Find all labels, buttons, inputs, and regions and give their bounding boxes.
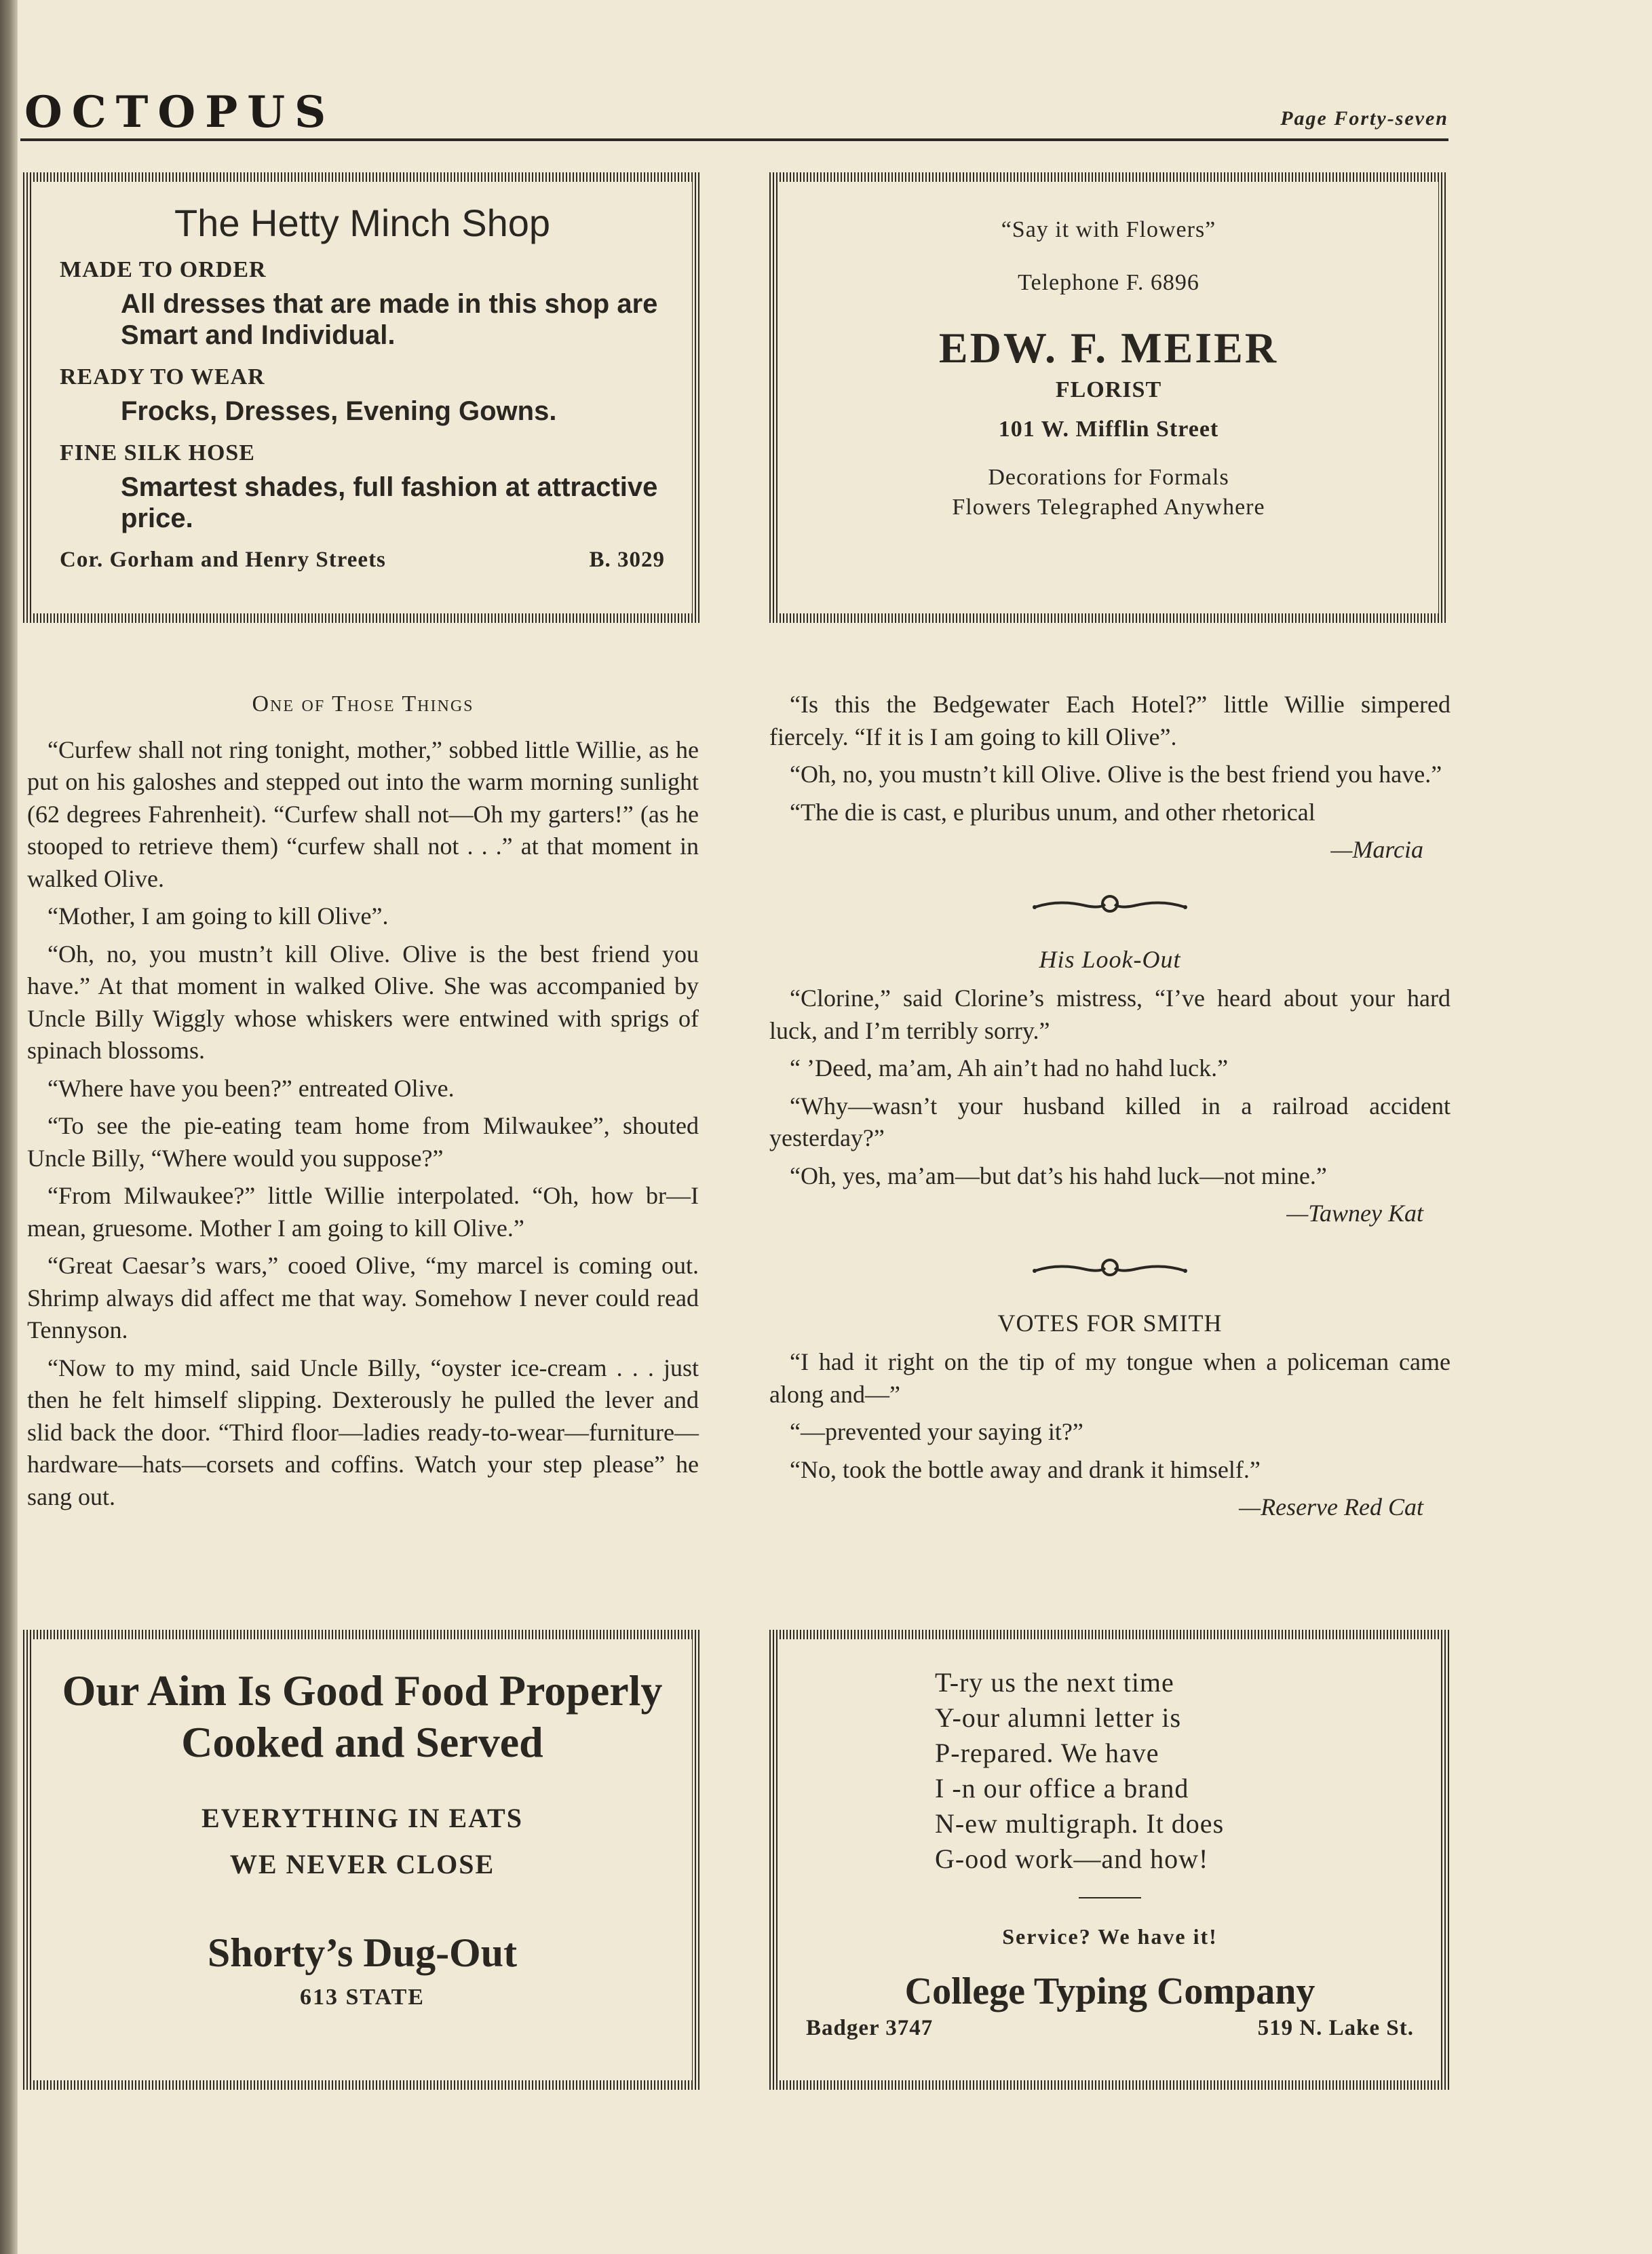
signature: —Marcia [1330,836,1423,863]
section-title: VOTES FOR SMITH [997,1309,1223,1337]
page-number: Page Forty-seven [1280,107,1448,130]
divider [1079,1897,1141,1898]
scroll-ornament-icon [1032,894,1188,917]
ad-telephone: Telephone F. 6896 [1018,270,1199,295]
ad-hetty-minch [23,172,702,623]
section-body: All dresses that are made in this shop are Smart and Individual. [121,289,658,350]
binding-spine [0,0,18,2254]
paragraph: “Clorine,” said Clorine’s mistress, “I’ve heard about your hard luck, and I’m terribly sorry.” [769,985,1451,1044]
ad-name: EDW. F. MEIER [938,324,1279,372]
paragraph: “Why—wasn’t your husband killed in a railroad accident yesterday?” [769,1092,1451,1151]
signature: —Tawney Kat [1286,1200,1423,1227]
acrostic-line: I -n our office a brand [935,1773,1189,1803]
paragraph: “Curfew shall not ring tonight, mother,” sobbed little Willie, as he put on his galoshes and stepped out into the warm morning sunlight (62 degrees Fahrenheit). “Curfew shall not—Oh my garters!” (as he stooped to retrieve them) “curfew shall not . . .” at that moment in walked Olive. [27,736,699,892]
ad-service: Service? We have it! [1002,1924,1218,1949]
paragraph: “To see the pie-eating team home from Milwaukee”, shouted Uncle Billy, “Where would you suppose?” [27,1112,699,1172]
paragraph: “Where have you been?” entreated Olive. [47,1074,455,1102]
ad-edw-meier [769,172,1448,623]
ad-line: Decorations for Formals [988,465,1229,490]
paragraph: “No, took the bottle away and drank it himself.” [790,1455,1261,1483]
section-body: Smartest shades, full fashion at attractive price. [121,472,658,533]
ad-line: WE NEVER CLOSE [229,1849,495,1879]
paragraph: “Mother, I am going to kill Olive”. [47,902,389,930]
paragraph: “From Milwaukee?” little Willie interpolated. “Oh, how br—I mean, gruesome. Mother I am going to kill Olive.” [27,1182,699,1242]
scroll-ornament-icon [1032,1257,1188,1280]
masthead: OCTOPUS [24,87,336,138]
section-heading: MADE TO ORDER [60,257,267,282]
paragraph: “Oh, yes, ma’am—but dat’s his hahd luck—not mine.” [790,1162,1327,1189]
ad-phone: Badger 3747 [806,2016,934,2040]
acrostic-line: P-repared. We have [935,1738,1159,1768]
section-heading: READY TO WEAR [60,364,265,389]
ad-address: 613 STATE [300,1985,425,2010]
ad-footer [60,548,665,573]
ad-line: Flowers Telegraphed Anywhere [952,495,1265,520]
paragraph: “—prevented your saying it?” [790,1418,1083,1445]
acrostic-line: T-ry us the next time [935,1667,1174,1698]
left-column [27,685,699,1518]
ad-trade: FLORIST [1055,377,1162,402]
header-rule [20,138,1448,141]
section-body: Frocks, Dresses, Evening Gowns. [121,396,557,426]
signature: —Reserve Red Cat [1239,1493,1423,1521]
ad-footer [806,2016,1414,2041]
paragraph: “ ’Deed, ma’am, Ah ain’t had no hahd luck.” [790,1054,1229,1082]
ad-college-typing [769,1630,1451,2090]
paragraph: “Oh, no, you mustn’t kill Olive. Olive is the best friend you have.” At that moment in walked Olive. She was accompanied by Uncle Billy Wiggly whose whiskers were entwined with sprigs of spinach blossoms. [27,940,699,1064]
paragraph: “I had it right on the tip of my tongue when a policeman came along and—” [769,1348,1451,1408]
section-title: His Look-Out [1039,945,1181,973]
ad-name: Shorty’s Dug-Out [207,1930,518,1975]
paragraph: “Great Caesar’s wars,” cooed Olive, “my marcel is coming out. Shrimp always did affect me that way. Somehow I never could read Tennyson. [27,1252,699,1343]
ad-slogan: “Say it with Flowers” [1001,217,1216,242]
ad-address: Cor. Gorham and Henry Streets [60,548,386,572]
paragraph: “The die is cast, e pluribus unum, and other rhetorical [790,798,1315,826]
paragraph: “Oh, no, you mustn’t kill Olive. Olive is the best friend you have.” [790,761,1442,788]
ad-services [806,463,1411,522]
ad-name: College Typing Company [904,1970,1315,2012]
ad-phone: B. 3029 [589,548,665,572]
ad-address: 519 N. Lake St. [1257,2016,1414,2040]
right-column [769,689,1451,1531]
acrostic-line: G-ood work—and how! [935,1844,1209,1874]
acrostic-lines [935,1665,1414,1877]
ad-address: 101 W. Mifflin Street [998,417,1219,442]
story-title: One of Those Things [252,691,474,717]
ad-headline: Our Aim Is Good Food Properly Cooked and Served [62,1666,663,1766]
ad-shortys-dugout [23,1630,702,2090]
ad-title: The Hetty Minch Shop [174,202,551,244]
paragraph: “Now to my mind, said Uncle Billy, “oyster ice-cream . . . just then he felt himself slipping. Dexterously he pulled the lever and slid back the door. “Third floor—ladies ready-to-wear—furniture—hardware—hats—corsets and coffins. Watch your step please” he sang out. [27,1354,699,1510]
acrostic-line: N-ew multigraph. It does [935,1808,1225,1839]
paragraph: “Is this the Bedgewater Each Hotel?” little Willie simpered fiercely. “If it is I am going to kill Olive”. [769,691,1451,750]
acrostic-line: Y-our alumni letter is [935,1702,1182,1733]
ad-line: EVERYTHING IN EATS [201,1803,523,1833]
section-heading: FINE SILK HOSE [60,440,255,465]
